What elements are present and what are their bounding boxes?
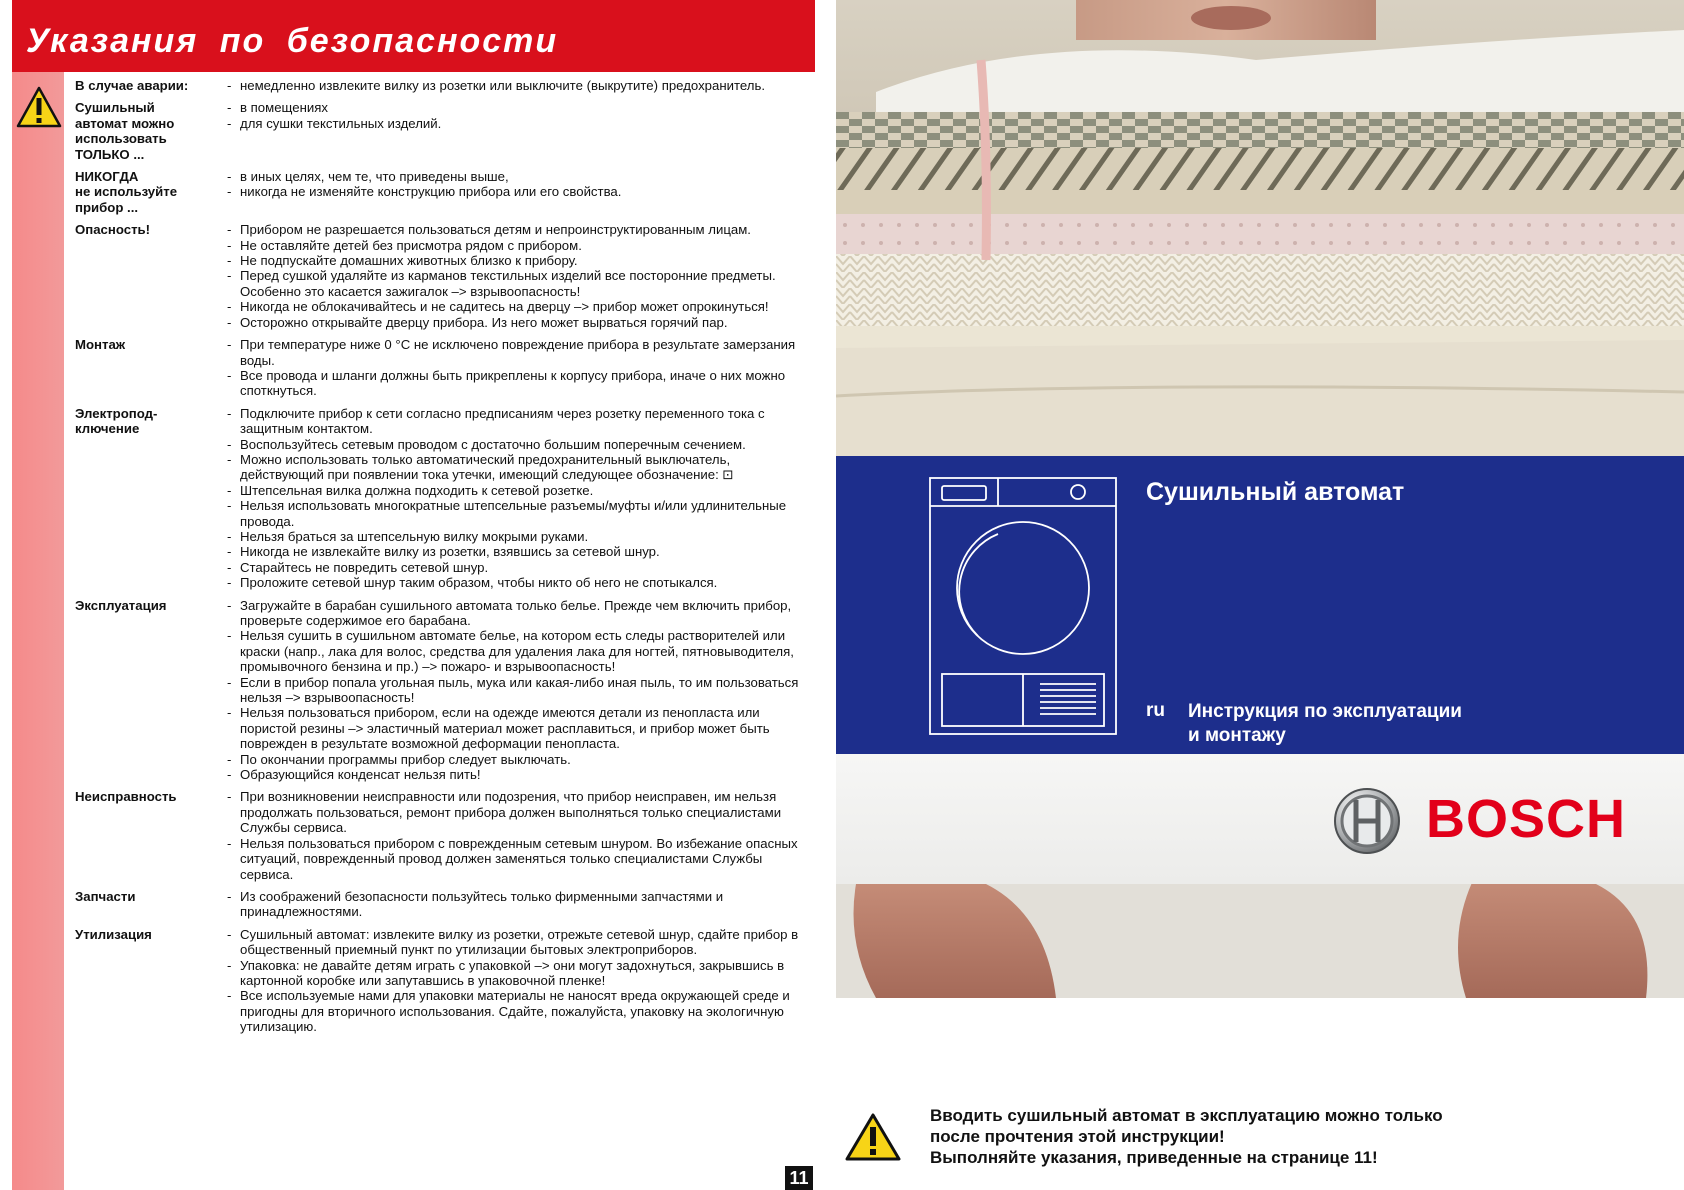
laundry-photo — [836, 0, 1684, 456]
safety-item: - Если в прибор попала угольная пыль, мука или какая-либо иная пыль, то им пользоваться нельзя –> взрывоопасность! — [227, 675, 805, 706]
safety-item: - Осторожно открывайте дверцу прибора. Из него может вырваться горячий пар. — [227, 315, 805, 330]
safety-item: - Не оставляйте детей без присмотра рядом с прибором. — [227, 238, 805, 253]
safety-item: - Не подпускайте домашних животных близко к прибору. — [227, 253, 805, 268]
safety-item: - Штепсельная вилка должна подходить к сетевой розетке. — [227, 483, 805, 498]
section-items — [227, 222, 805, 330]
safety-section — [75, 169, 805, 215]
section-items — [227, 337, 805, 399]
dryer-line-icon — [928, 476, 1118, 736]
brand-wordmark: BOSCH — [1426, 789, 1627, 849]
safety-item: - Нельзя пользоваться прибором, если на одежде имеются детали из пенопласта или пористой резины –> эластичный материал может расплавиться, и прибор может быть поврежден в результате возможной деформации пенопласта. — [227, 705, 805, 751]
section-items — [227, 789, 805, 881]
safety-section — [75, 337, 805, 399]
section-label: Неисправность — [75, 789, 177, 805]
safety-section — [75, 406, 805, 591]
language-code: ru — [1146, 700, 1165, 721]
section-items — [227, 598, 805, 783]
section-items — [227, 169, 805, 215]
safety-item: - Никогда не облокачивайтесь и не садитесь на дверцу –> прибор может опрокинуться! — [227, 299, 805, 314]
section-items — [227, 406, 805, 591]
safety-item: - для сушки текстильных изделий. — [227, 116, 805, 131]
safety-item: - При температуре ниже 0 °C не исключено повреждение прибора в результате замерзания воды. — [227, 337, 805, 368]
section-label: Сушильный автомат можно использовать ТОЛЬКО ... — [75, 100, 175, 162]
safety-item: - При возникновении неисправности или подозрения, что прибор неисправен, им нельзя продолжать пользоваться, ремонт прибора должен выполняться только специалистами Службы сервиса. — [227, 789, 805, 835]
section-items — [227, 889, 805, 920]
safety-item: - Нельзя браться за штепсельную вилку мокрыми руками. — [227, 529, 805, 544]
page-title: Указания по безопасности — [26, 22, 559, 60]
safety-item: - Нельзя сушить в сушильном автомате белье, на котором есть следы растворителей или краски (напр., лака для волос, средства для удаления лака для ногтей, пятновыводителя, промывочного бензина и пр.) –> пожаро- и взрывоопасность! — [227, 628, 805, 674]
safety-item: - Прибором не разрешается пользоваться детям и непроинструктированным лицам. — [227, 222, 805, 237]
page-number: 11 — [785, 1166, 813, 1190]
safety-item: - немедленно извлеките вилку из розетки или выключите (выкрутите) предохранитель. — [227, 78, 805, 93]
side-strip — [12, 72, 64, 1190]
warning-triangle-icon — [844, 1112, 902, 1162]
safety-item: - По окончании программы прибор следует выключать. — [227, 752, 805, 767]
section-label: Монтаж — [75, 337, 126, 353]
safety-item: - Нельзя пользоваться прибором с поврежденным сетевым шнуром. Во избежание опасных ситуаций, поврежденный провод должен заменяться только специалистами Службы сервиса. — [227, 836, 805, 882]
section-items — [227, 78, 805, 93]
safety-section — [75, 100, 805, 162]
safety-section — [75, 889, 805, 920]
safety-item: - Можно использовать только автоматический предохранительный выключатель, действующий при появлении тока утечки, имеющий следующее обозначение: ⊡ — [227, 452, 805, 483]
section-label: Запчасти — [75, 888, 136, 904]
safety-item: - Проложите сетевой шнур таким образом, чтобы никто об него не спотыкался. — [227, 575, 805, 590]
safety-item: - Воспользуйтесь сетевым проводом с достаточно большим поперечным сечением. — [227, 437, 805, 452]
safety-section — [75, 927, 805, 1035]
safety-item: - Никогда не извлекайте вилку из розетки, взявшись за сетевой шнур. — [227, 544, 805, 559]
section-label: Опасность! — [75, 222, 151, 238]
safety-item: - Нельзя использовать многократные штепсельные разъемы/муфты и/или удлинительные провода. — [227, 498, 805, 529]
safety-page — [0, 0, 815, 1190]
safety-item: - Все провода и шланги должны быть прикреплены к корпусу прибора, иначе о них можно споткнуться. — [227, 368, 805, 399]
section-label: Электропод- ключение — [75, 405, 158, 437]
safety-item: - никогда не изменяйте конструкцию прибора или его свойства. — [227, 184, 805, 199]
section-label: В случае аварии: — [75, 78, 189, 93]
header-band — [12, 0, 815, 72]
section-label: Утилизация — [75, 926, 152, 942]
safety-item: - в иных целях, чем те, что приведены выше, — [227, 169, 805, 184]
section-items — [227, 100, 805, 162]
safety-item: - Перед сушкой удаляйте из карманов текстильных изделий все посторонние предметы. Особенно это касается зажигалок –> взрывоопасность! — [227, 268, 805, 299]
safety-item: - в помещениях — [227, 100, 805, 115]
safety-section — [75, 598, 805, 783]
safety-item: - Сушильный автомат: извлеките вилку из розетки, отрежьте сетевой шнур, сдайте прибор в общественный приемный пункт по утилизации бытовых электроприборов. — [227, 927, 805, 958]
safety-section — [75, 789, 805, 881]
safety-item: - Упаковка: не давайте детям играть с упаковкой –> они могут задохнуться, закрывшись в картонной коробке или запутавшись в упаковочной пленке! — [227, 958, 805, 989]
safety-item: - Все используемые нами для упаковки материалы не наносят вреда окружающей среде и пригодны для вторичного использования. Сдайте, пожалуйста, упаковку на экологичную утилизацию. — [227, 988, 805, 1034]
safety-item: - Подключите прибор к сети согласно предписаниям через розетку переменного тока с защитным контактом. — [227, 406, 805, 437]
safety-item: - Старайтесь не повредить сетевой шнур. — [227, 560, 805, 575]
section-label: НИКОГДА не используйте прибор ... — [75, 169, 178, 215]
product-title: Сушильный автомат — [1146, 478, 1405, 506]
safety-item: - Образующийся конденсат нельзя пить! — [227, 767, 805, 782]
footer-note: Вводить сушильный автомат в эксплуатацию можно только после прочтения этой инструкции! Выполняйте указания, приведенные на странице 11! — [930, 1106, 1443, 1167]
cover-page — [836, 0, 1684, 1190]
section-label: Эксплуатация — [75, 597, 167, 613]
warning-triangle-icon — [16, 86, 62, 128]
safety-item: - Загружайте в барабан сушильного автомата только белье. Прежде чем включить прибор, проверьте содержимое его барабана. — [227, 598, 805, 629]
safety-section — [75, 222, 805, 330]
bosch-armature-icon — [1332, 786, 1402, 856]
safety-section — [75, 78, 805, 93]
section-items — [227, 927, 805, 1035]
safety-item: - Из соображений безопасности пользуйтесь только фирменными запчастями и принадлежностями. — [227, 889, 805, 920]
safety-sections — [75, 78, 805, 1042]
manual-title: Инструкция по эксплуатации и монтажу — [1188, 701, 1462, 746]
